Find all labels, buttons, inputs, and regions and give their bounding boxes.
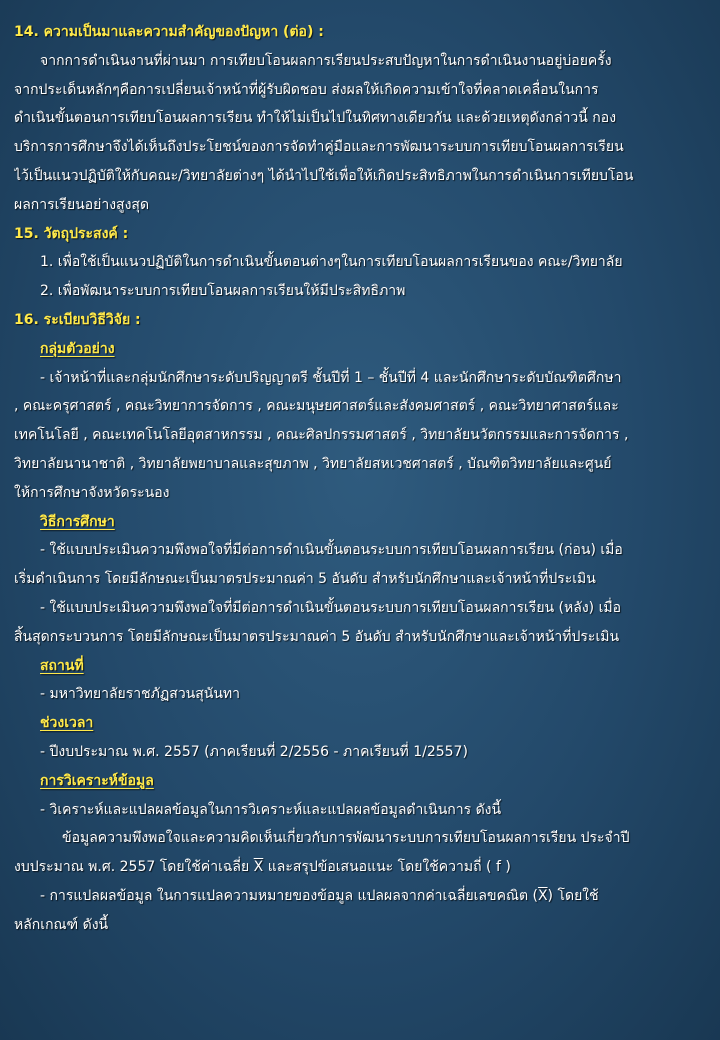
section-14-line-2: จากประเด็นหลักๆคือการเปลี่ยนเจ้าหน้าที่ผู้รับผิดชอบ ส่งผลให้เกิดความเข้าใจที่คลาดเคลื่อนในการ (14, 81, 599, 98)
analysis-line-4 (14, 882, 706, 911)
analysis-subheading (14, 767, 706, 796)
section-14-line-5: ไว้เป็นแนวปฏิบัติให้กับคณะ/วิทยาลัยต่างๆ ได้นำไปใช้เพื่อให้เกิดประสิทธิภาพในการดำเนินการเทียบโอน (14, 167, 634, 184)
section-14-line-3: ดำเนินขั้นตอนการเทียบโอนผลการเรียน ทำให้ไม่เป็นไปในทิศทางเดียวกัน และด้วยเหตุดังกล่าวนี้ กอง (14, 110, 617, 127)
analysis-line-3-end: และสรุปข้อเสนอแนะ โดยใช้ความถี่ ( f ) (267, 859, 511, 876)
method-line-1: - ใช้แบบประเมินความพึงพอใจที่มีต่อการดำเนินขั้นตอนระบบการเทียบโอนผลการเรียน (ก่อน) เมื่อ (40, 542, 623, 559)
analysis-title: การวิเคราะห์ข้อมูล (40, 772, 154, 789)
section-14-heading: 14. ความเป็นมาและความสำคัญของปัญหา (ต่อ) : (14, 24, 324, 40)
place-subheading (14, 652, 706, 681)
method-line-4: สิ้นสุดกระบวนการ โดยมีลักษณะเป็นมาตรประมาณค่า 5 อันดับ สำหรับนักศึกษาและเจ้าหน้าที่ประเมิน (14, 628, 620, 645)
sample-line-2: , คณะครุศาสตร์ , คณะวิทยาการจัดการ , คณะมนุษยศาสตร์และสังคมศาสตร์ , คณะวิทยาศาสตร์และ (14, 398, 619, 415)
period-line: - ปีงบประมาณ พ.ศ. 2557 (ภาคเรียนที่ 2/2556 - ภาคเรียนที่ 1/2557) (40, 743, 468, 760)
analysis-line-5: หลักเกณฑ์ ดังนี้ (14, 916, 109, 933)
method-subheading (14, 508, 706, 537)
analysis-line-4-start: - การแปลผลข้อมูล ในการแปลความหมายของข้อมูล แปลผลจากค่าเฉลี่ยเลขคณิต ( (40, 887, 538, 904)
analysis-line-2: ข้อมูลความพึงพอใจและความคิดเห็นเกี่ยวกับการพัฒนาระบบการเทียบโอนผลการเรียน ประจำปี (62, 830, 630, 847)
section-15-heading: 15. วัตถุประสงค์ : (14, 225, 129, 242)
section-14-line-6: ผลการเรียนอย่างสูงสุด (14, 196, 150, 213)
place-title: สถานที่ (40, 657, 84, 674)
objective-item-2: 2. เพื่อพัฒนาระบบการเทียบโอนผลการเรียนให้มีประสิทธิภาพ (40, 283, 406, 300)
place-line: - มหาวิทยาลัยราชภัฏสวนสุนันทา (40, 686, 241, 703)
method-line-3: - ใช้แบบประเมินความพึงพอใจที่มีต่อการดำเนินขั้นตอนระบบการเทียบโอนผลการเรียน (หลัง) เมื่อ (40, 599, 621, 616)
method-line-2: เริ่มดำเนินการ โดยมีลักษณะเป็นมาตรประมาณค่า 5 อันดับ สำหรับนักศึกษาและเจ้าหน้าที่ประเมิน (14, 571, 596, 588)
section-14-line-1: จากการดำเนินงานที่ผ่านมา การเทียบโอนผลการเรียนประสบปัญหาในการดำเนินงานอยู่บ่อยครั้ง (40, 52, 612, 69)
sample-title: กลุ่มตัวอย่าง (40, 340, 115, 357)
sample-line-3: เทคโนโลยี , คณะเทคโนโลยีอุตสาหกรรม , คณะศิลปกรรมศาสตร์ , วิทยาลัยนวัตกรรมและการจัดการ , (14, 427, 629, 444)
mean-symbol: $\overline{X}$ (253, 859, 264, 876)
section-16-heading: 16. ระเบียบวิธีวิจัย : (14, 311, 141, 328)
period-subheading (14, 709, 706, 738)
analysis-line-1: - วิเคราะห์และแปลผลข้อมูลในการวิเคราะห์และแปลผลข้อมูลดำเนินการ ดังนี้ (40, 801, 502, 818)
objective-item-1: 1. เพื่อใช้เป็นแนวปฏิบัติในการดำเนินขั้นตอนต่างๆในการเทียบโอนผลการเรียนของ คณะ/วิทยาลัย (40, 254, 623, 271)
arithmetic-mean-symbol: $\overline{X}$ (537, 887, 548, 904)
analysis-line-3-start: งบประมาณ พ.ศ. 2557 โดยใช้ค่าเฉลี่ย (14, 859, 250, 876)
sample-line-1: - เจ้าหน้าที่และกลุ่มนักศึกษาระดับปริญญาตรี ชั้นปีที่ 1 – ชั้นปีที่ 4 และนักศึกษาระดับบัณฑิตศึกษา (40, 369, 622, 386)
sample-line-5: ให้การศึกษาจังหวัดระนอง (14, 484, 170, 501)
sample-subheading (14, 335, 706, 364)
method-title: วิธีการศึกษา (40, 513, 115, 530)
period-title: ช่วงเวลา (40, 715, 94, 732)
analysis-line-3 (14, 853, 706, 882)
sample-line-4: วิทยาลัยนานาชาติ , วิทยาลัยพยาบาลและสุขภาพ , วิทยาลัยสหเวชศาสตร์ , บัณฑิตวิทยาลัยและศูนย์ (14, 455, 612, 472)
analysis-line-4-end: ) โดยใช้ (547, 887, 599, 904)
section-14-line-4: บริการการศึกษาจึงได้เห็นถึงประโยชน์ของการจัดทำคู่มือและการพัฒนาระบบการเทียบโอนผลการเรียน (14, 139, 624, 156)
